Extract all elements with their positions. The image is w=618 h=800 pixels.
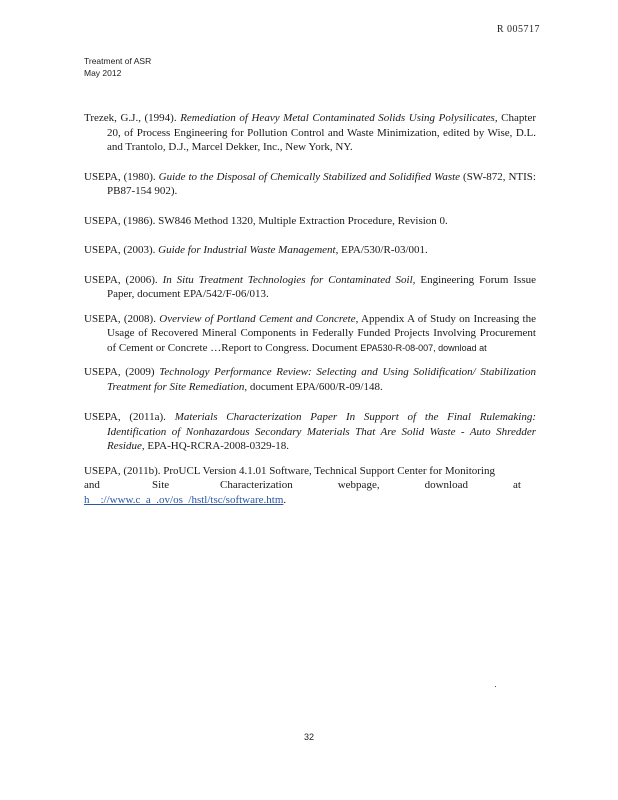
ref-detail: , EPA/530/R-03/001.: [335, 244, 428, 256]
bates-stamp: R 005717: [496, 24, 540, 35]
ref-detail: (SW-872, NTIS: PB87-154 902).: [107, 170, 536, 197]
software-link[interactable]: h__://www.c_a_.ov/os_/hstl/tsc/software.htm: [84, 493, 284, 506]
ref-word: webpage,: [337, 479, 380, 491]
ref-detail: Engineering Forum Issue Paper, document EPA/542/F-06/013.: [107, 273, 536, 300]
page-number: 32: [303, 732, 314, 742]
reference-usepa-2009: [84, 365, 536, 394]
ref-author: USEPA, (2006).: [84, 273, 163, 286]
ref-author: Trezek, G.J., (1994).: [84, 112, 181, 124]
reference-list: [84, 111, 536, 507]
ref-text: USEPA, (1986). SW846 Method 1320, Multiple Extraction Procedure, Revision 0.: [84, 214, 448, 227]
ref-title: Remediation of Heavy Metal Contaminated Solids Using Polysilicates: [180, 112, 495, 124]
ref-detail: , document EPA/600/R-09/148.: [244, 380, 383, 393]
ref-author: USEPA, (2011a).: [84, 411, 175, 423]
ref-period: .: [283, 493, 287, 506]
ref-word: Characterization: [220, 479, 293, 491]
ref-link-line: [84, 493, 536, 508]
ref-title: Overview of Portland Cement and Concrete: [159, 312, 356, 325]
ref-author: USEPA, (2011b). ProUCL Version 4.1.01 Software, Technical Support Center for Monitoring: [84, 464, 495, 477]
ref-document-number: EPA530-R-08-007, download at: [360, 342, 487, 353]
ref-justified-line: and Site Characterization webpage, download at: [84, 479, 521, 491]
ref-author: USEPA, (2009): [84, 366, 160, 378]
header-title: Treatment of ASR: [84, 56, 152, 66]
reference-usepa-1980: [84, 170, 536, 199]
ref-title: Guide to the Disposal of Chemically Stabilized and Solidified Waste: [158, 170, 461, 183]
running-header: [84, 55, 151, 79]
reference-trezek-1994: [84, 111, 536, 155]
ref-title: Technology Performance Review: Selecting and Using Solidification/ Stabilization Treatment for Site Remediation: [107, 366, 536, 393]
reference-usepa-2011b: [84, 464, 536, 508]
ref-author: USEPA, (1980).: [84, 170, 159, 183]
ref-title: In Situ Treatment Technologies for Contaminated Soil,: [162, 273, 416, 286]
ref-detail: , Chapter 20, of Process Engineering for Pollution Control and Waste Minimization, edited by Wise, D.L. and Trantolo, D.J., Marcel Dekker, Inc., New York, NY.: [107, 112, 536, 153]
ref-author: USEPA, (2003).: [84, 244, 159, 256]
ref-title: Materials Characterization Paper In Support of the Final Rulemaking: Identification of Nonhazardous Secondary Materials That Are Solid Waste - Auto Shredder Residue: [107, 411, 536, 452]
reference-usepa-2011a: [84, 410, 536, 454]
ref-word: download: [424, 479, 468, 491]
reference-usepa-2006: [84, 273, 536, 302]
ref-detail: , Appendix A of Study on Increasing the Usage of Recovered Mineral Components in Federally Funded Projects Involving Procurement of Cement or Concrete …Report to Congress. Document: [107, 312, 536, 354]
reference-usepa-1986: [84, 214, 536, 229]
reference-usepa-2003: [84, 243, 536, 258]
header-date: May 2012: [84, 68, 122, 78]
reference-usepa-2008: [84, 312, 536, 356]
ref-title: Guide for Industrial Waste Management: [158, 244, 336, 256]
scan-speck: [495, 686, 496, 687]
ref-detail: , EPA-HQ-RCRA-2008-0329-18.: [141, 440, 290, 452]
ref-author: USEPA, (2008).: [84, 312, 160, 325]
